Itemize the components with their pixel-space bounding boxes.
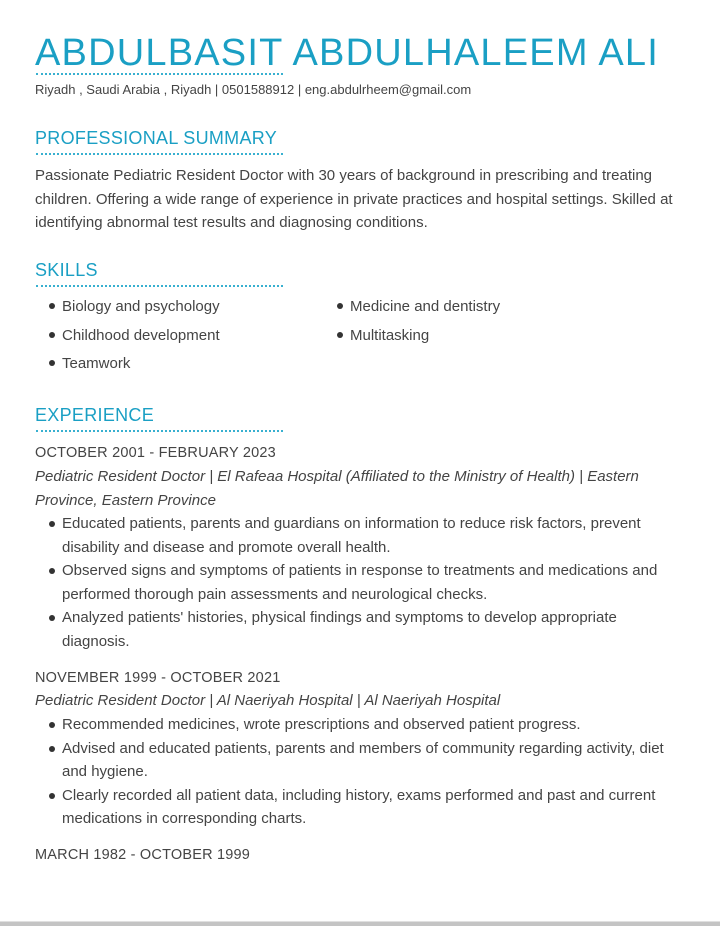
bullet-icon [49, 303, 55, 309]
skill-item [337, 326, 429, 346]
bullet-icon [49, 360, 55, 366]
experience-heading: EXPERIENCE [35, 405, 155, 425]
page-bottom-edge [0, 921, 720, 926]
bullet-icon [49, 521, 55, 527]
job-bullet [35, 784, 685, 831]
bullet-text: Educated patients, parents and guardians on information to reduce risk factors, prevent disability and disease and promote overall health. [62, 515, 641, 556]
bullet-icon [337, 332, 343, 338]
job-bullets [35, 512, 685, 653]
skill-label: Childhood development [62, 327, 220, 344]
bullet-icon [49, 568, 55, 574]
bullet-icon [49, 793, 55, 799]
job-dates: NOVEMBER 1999 - OCTOBER 2021 [35, 670, 281, 686]
bullet-icon [49, 746, 55, 752]
job-bullet [35, 559, 685, 606]
skill-item [49, 326, 220, 346]
bullet-text: Clearly recorded all patient data, including history, exams performed and past and current medications in corresponding charts. [62, 786, 656, 827]
skill-item [49, 354, 130, 374]
job-bullet [35, 606, 685, 653]
skill-label: Medicine and dentistry [350, 298, 501, 315]
skill-label: Multitasking [350, 327, 430, 344]
job-title: Pediatric Resident Doctor | El Rafeaa Hospital (Affiliated to the Ministry of Health) | Eastern Province, Eastern Province [35, 468, 639, 509]
skill-item [337, 297, 500, 317]
job-bullet [35, 713, 685, 737]
job-title: Pediatric Resident Doctor | Al Naeriyah Hospital | Al Naeriyah Hospital [35, 692, 501, 709]
bullet-icon [49, 332, 55, 338]
name-underline [36, 73, 283, 75]
skills-heading: SKILLS [35, 260, 98, 280]
summary-underline [36, 153, 283, 155]
summary-text: Passionate Pediatric Resident Doctor with 30 years of background in prescribing and treating children. Offering a wide range of experience in private practices and hospital settings. Skilled at identifying abnormal test results and diagnosing conditions. [35, 167, 673, 231]
job-dates: OCTOBER 2001 - FEBRUARY 2023 [35, 445, 276, 461]
bullet-icon [49, 615, 55, 621]
job-dates: MARCH 1982 - OCTOBER 1999 [35, 847, 251, 863]
skill-label: Teamwork [62, 355, 131, 372]
summary-heading: PROFESSIONAL SUMMARY [35, 128, 278, 148]
bullet-icon [337, 303, 343, 309]
bullet-icon [49, 722, 55, 728]
bullet-text: Recommended medicines, wrote prescriptions and observed patient progress. [62, 716, 581, 733]
experience-underline [36, 430, 283, 432]
skill-label: Biology and psychology [62, 298, 220, 315]
bullet-text: Observed signs and symptoms of patients in response to treatments and medications and performed thorough pain assessments and neurological checks. [62, 562, 658, 603]
contact-info: Riyadh , Saudi Arabia , Riyadh | 0501588912 | eng.abdulrheem@gmail.com [35, 82, 472, 97]
skills-underline [36, 285, 283, 287]
candidate-name: ABDULBASIT ABDULHALEEM ALI [35, 32, 659, 74]
bullet-text: Analyzed patients' histories, physical findings and symptoms to develop appropriate diagnosis. [62, 609, 617, 650]
bullet-text: Advised and educated patients, parents and members of community regarding activity, diet and hygiene. [62, 739, 664, 780]
job-bullet [35, 737, 685, 784]
skill-item [49, 297, 220, 317]
job-bullet [35, 512, 685, 559]
job-bullets [35, 713, 685, 831]
